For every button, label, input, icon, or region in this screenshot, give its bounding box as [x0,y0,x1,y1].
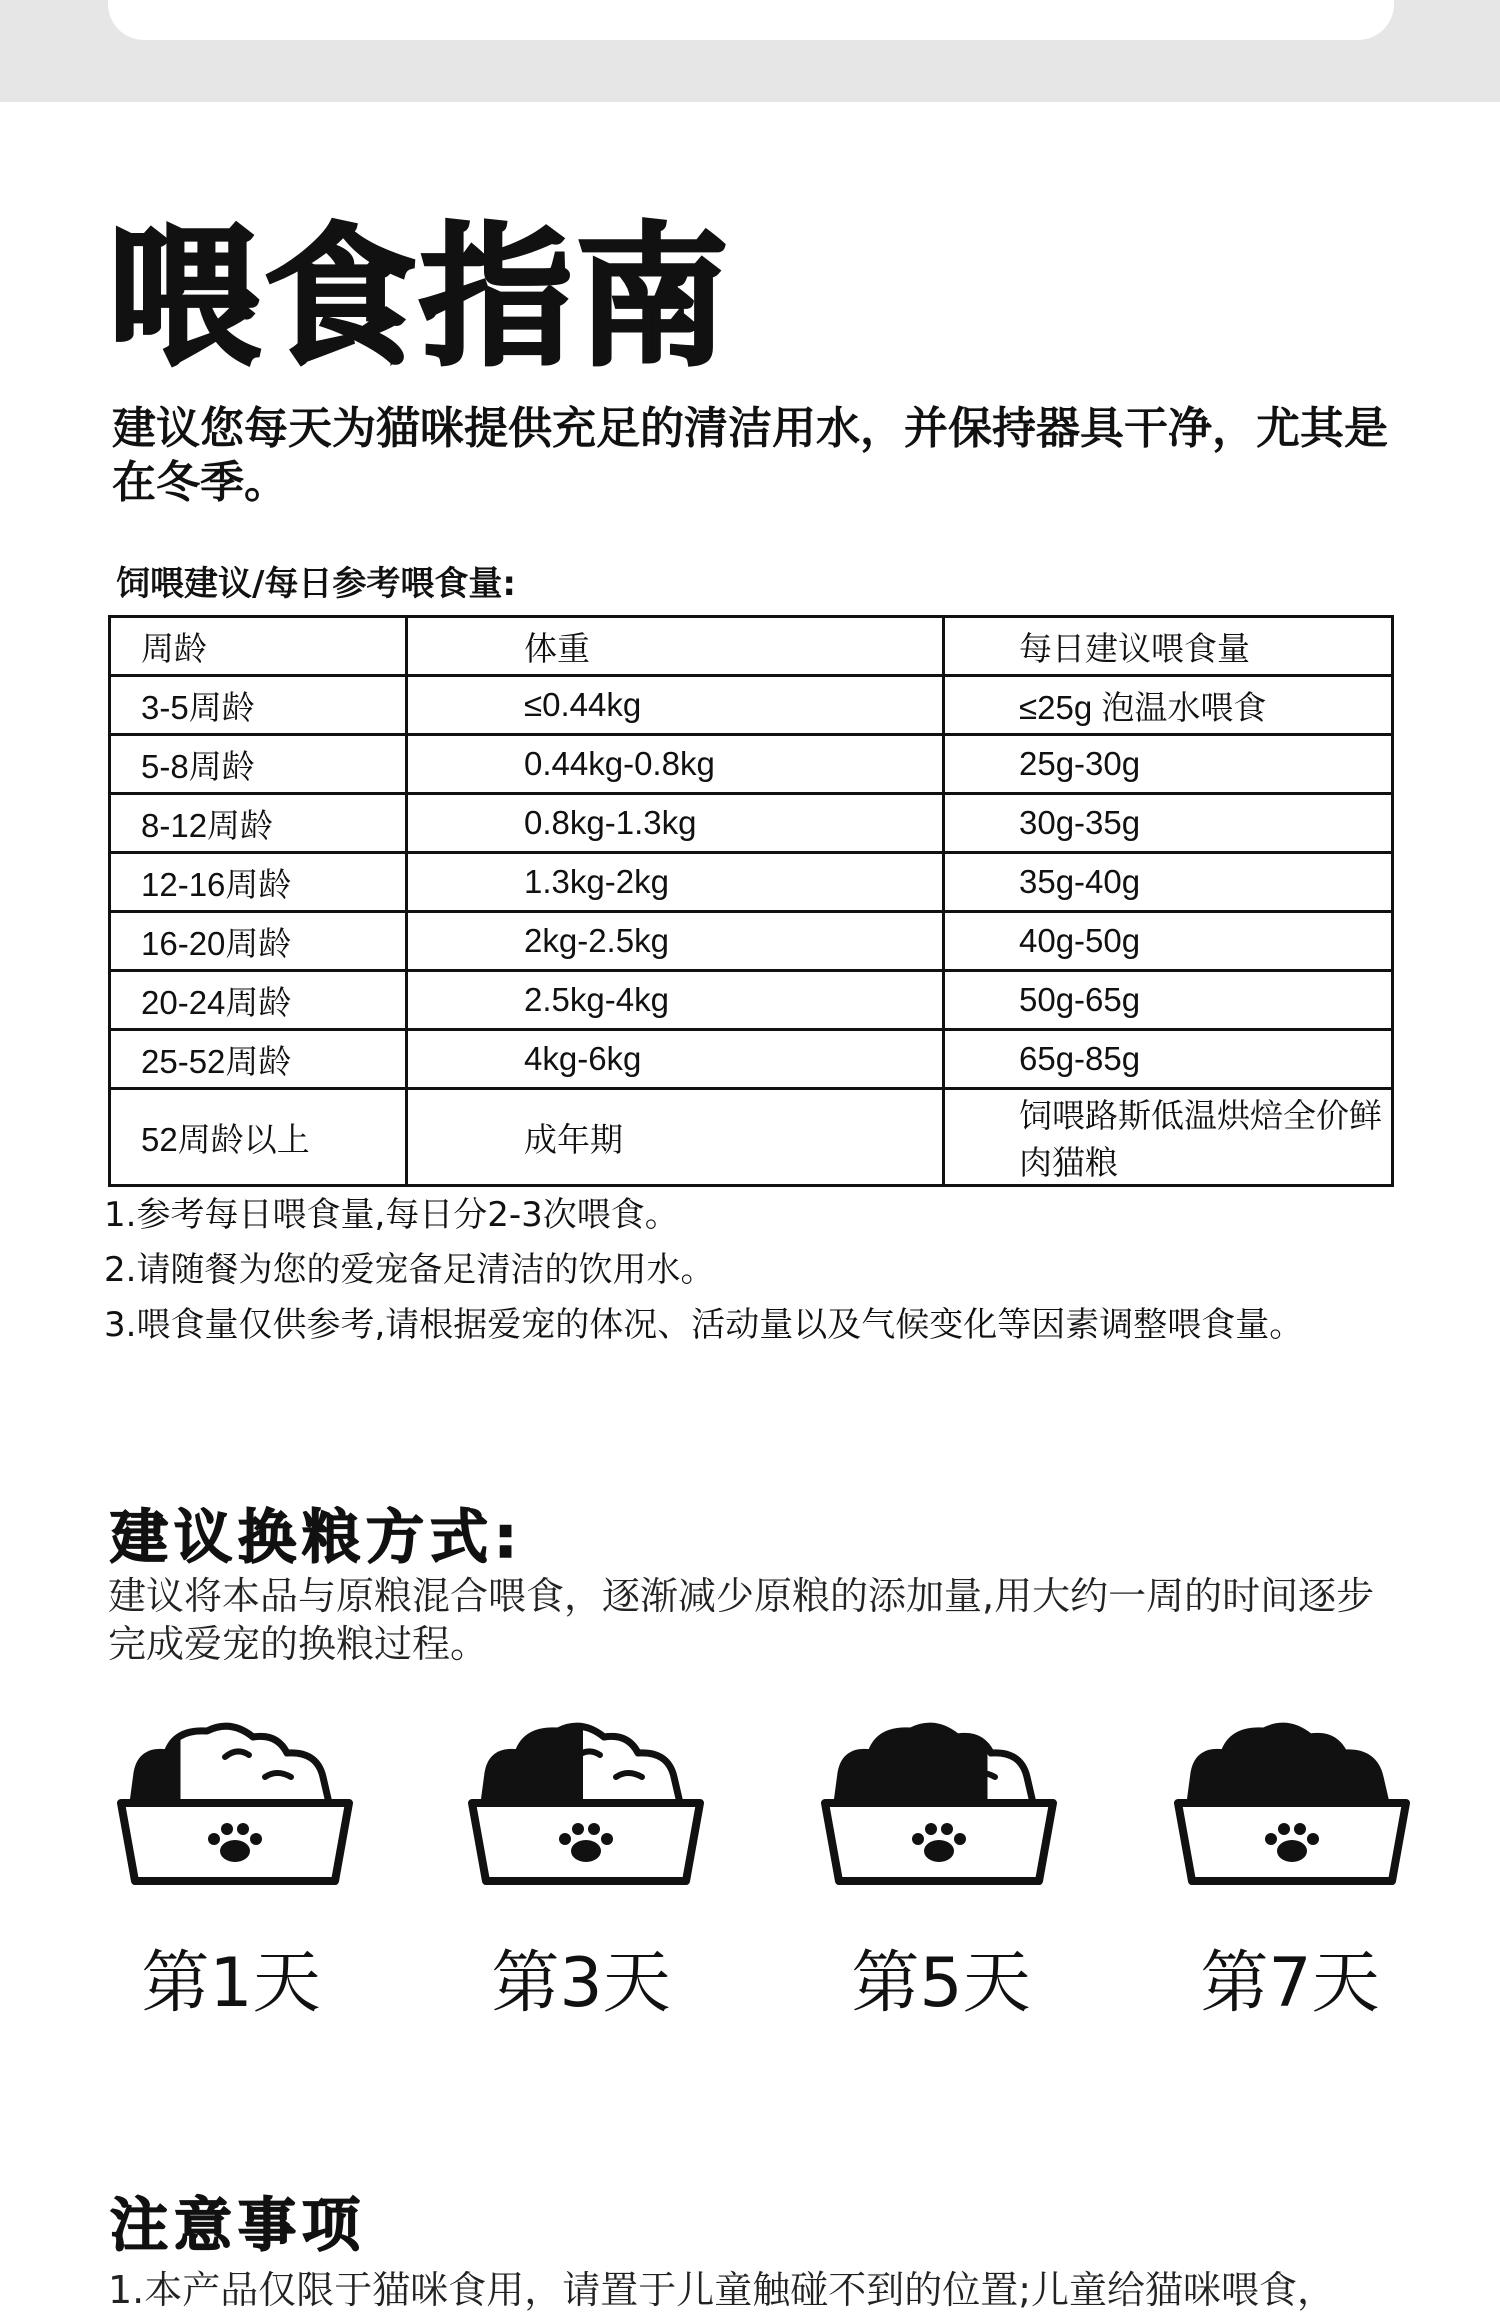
cell-weight: 2.5kg-4kg [407,971,944,1030]
cell-weight: 0.44kg-0.8kg [407,735,944,794]
cell-age: 5-8周龄 [110,735,407,794]
cell-amount: 25g-30g [944,735,1393,794]
cell-weight: 2kg-2.5kg [407,912,944,971]
header-age: 周龄 [110,617,407,676]
cell-amount: 30g-35g [944,794,1393,853]
cell-age: 20-24周龄 [110,971,407,1030]
switch-description: 建议将本品与原粮混合喂食，逐渐减少原粮的添加量,用大约一周的时间逐步完成爱宠的换粮过程。 [108,1574,1375,1666]
notice-text: 1.本产品仅限于猫咪食用，请置于儿童触碰不到的位置;儿童给猫咪喂食， [108,2268,1336,2312]
notice-title: 注意事项 [110,2191,367,2259]
table-row [110,1030,1393,1089]
intro-text: 建议您每天为猫咪提供充足的清洁用水，并保持器具干净，尤其是在冬季。 [112,403,1388,508]
feeding-table [108,615,1394,1187]
day-label-5: 第5天 [851,1944,1031,2023]
day-label-3: 第3天 [491,1944,671,2023]
cell-age: 16-20周龄 [110,912,407,971]
cell-amount: 40g-50g [944,912,1393,971]
cell-weight: 0.8kg-1.3kg [407,794,944,853]
cell-weight: 成年期 [407,1089,944,1186]
cell-amount: 65g-85g [944,1030,1393,1089]
cell-age: 12-16周龄 [110,853,407,912]
table-row [110,912,1393,971]
top-band [0,0,1500,102]
cell-age: 8-12周龄 [110,794,407,853]
switch-title: 建议换粮方式: [110,1503,524,1571]
header-amount: 每日建议喂食量 [944,617,1393,676]
feeding-notes [104,1188,1303,1353]
cell-amount: 35g-40g [944,853,1393,912]
table-row [110,853,1393,912]
header-weight: 体重 [407,617,944,676]
cell-age: 52周龄以上 [110,1089,407,1186]
cell-amount: 50g-65g [944,971,1393,1030]
table-row [110,1089,1393,1186]
cell-weight: 4kg-6kg [407,1030,944,1089]
table-header-row [110,617,1393,676]
table-row [110,794,1393,853]
cell-age: 3-5周龄 [110,676,407,735]
table-row [110,735,1393,794]
new-food-portion [1190,1726,1386,1803]
note-item: 3.喂食量仅供参考,请根据爱宠的体况、活动量以及气候变化等因素调整喂食量。 [104,1305,1304,1345]
food-bowl-paw-icon [1172,1715,1412,1895]
table-row [110,971,1393,1030]
day-label-1: 第1天 [141,1944,321,2023]
food-bowl-paw-icon [115,1715,355,1895]
cell-amount: ≤25g 泡温水喂食 [944,676,1393,735]
food-bowl-paw-icon [466,1715,706,1895]
note-item: 1.参考每日喂食量,每日分2-3次喂食。 [104,1195,679,1235]
table-caption: 饲喂建议/每日参考喂食量: [116,564,517,604]
note-item: 2.请随餐为您的爱宠备足清洁的饮用水。 [104,1250,715,1290]
previous-section-card [108,0,1394,40]
cell-weight: 1.3kg-2kg [407,853,944,912]
day-label-7: 第7天 [1200,1944,1380,2023]
table-row [110,676,1393,735]
cell-amount: 饲喂路斯低温烘焙全价鲜肉猫粮 [944,1089,1393,1186]
food-bowl-paw-icon [819,1715,1059,1895]
page-title: 喂食指南 [108,209,732,386]
cell-age: 25-52周龄 [110,1030,407,1089]
cell-weight: ≤0.44kg [407,676,944,735]
